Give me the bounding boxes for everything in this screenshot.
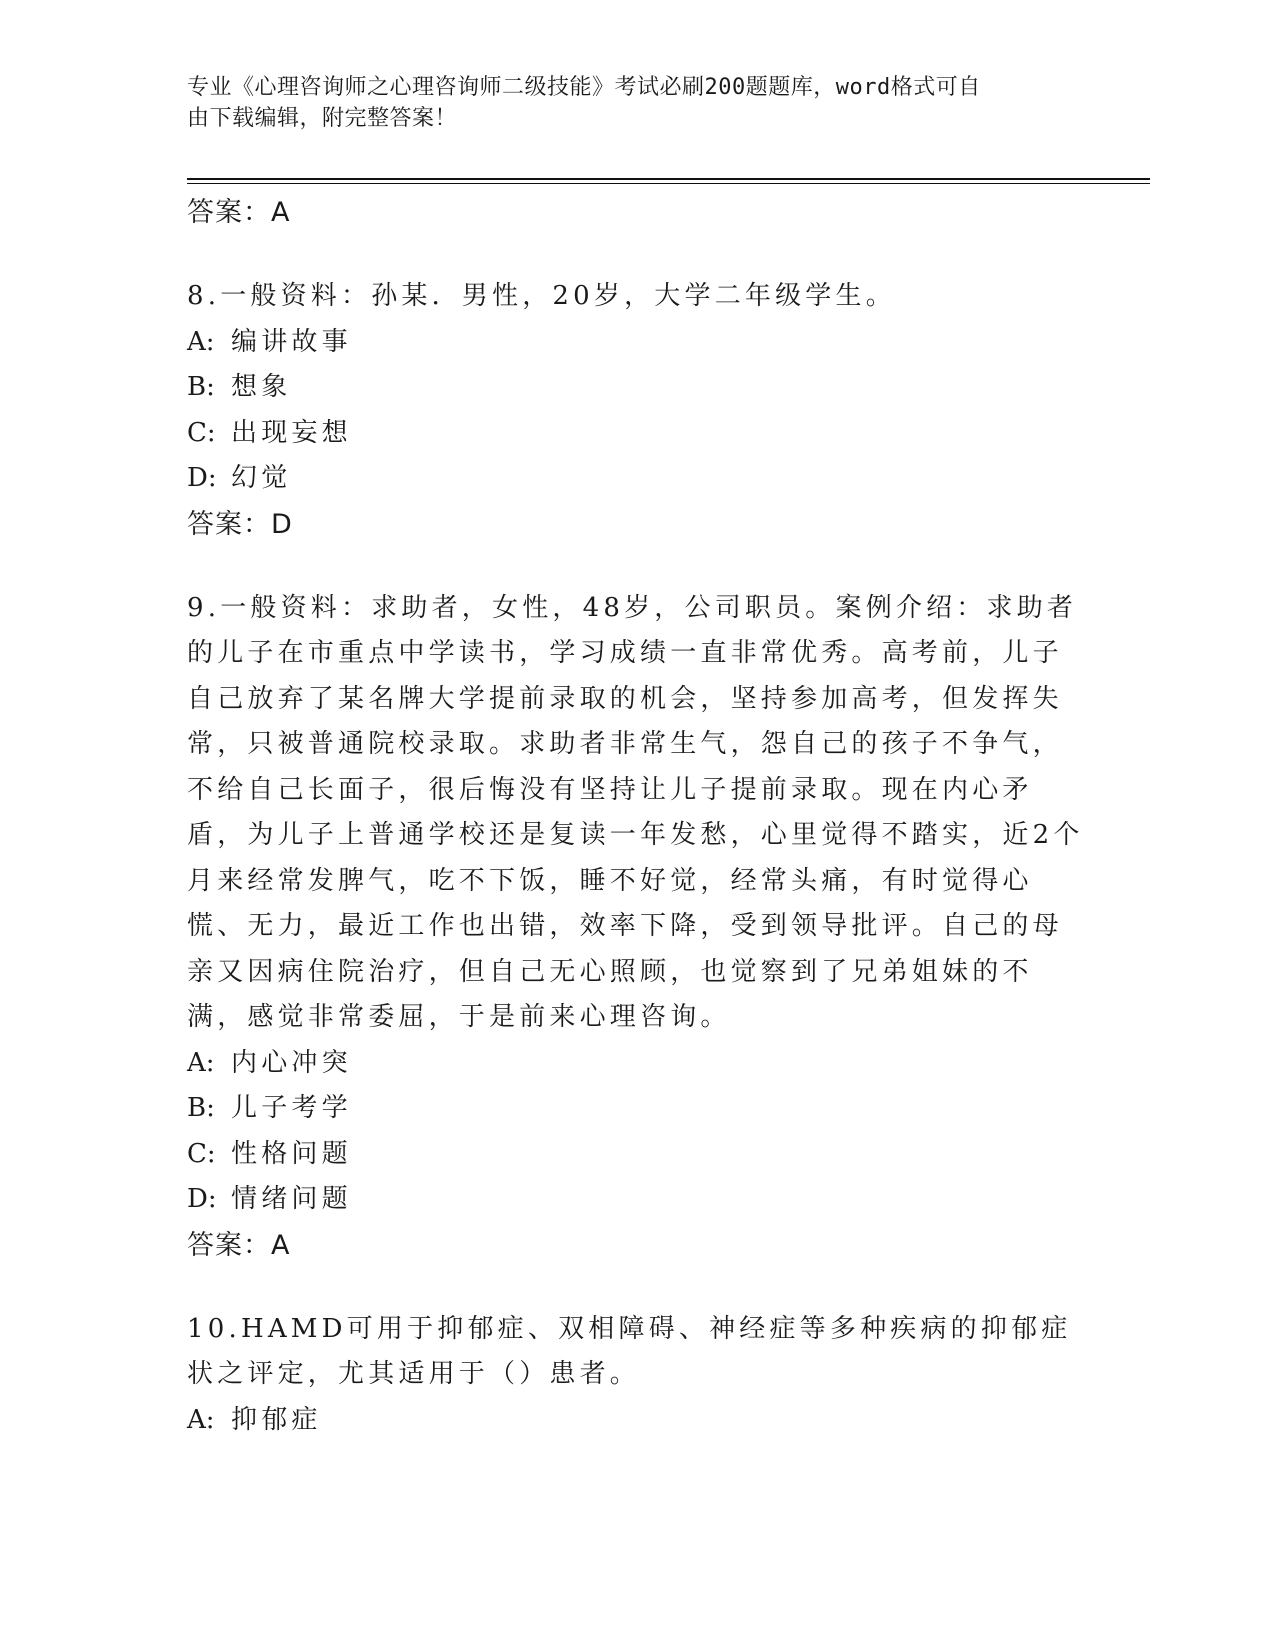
answer: 答案：D bbox=[187, 508, 293, 540]
option-a: A: 抑郁症 bbox=[187, 1404, 322, 1435]
option-b: B: 想象 bbox=[187, 372, 292, 402]
option-b: B: 儿子考学 bbox=[187, 1093, 352, 1123]
header-line-1: 专业《心理咨询师之心理咨询师二级技能》考试必刷200题题库，word格式可自 bbox=[187, 75, 981, 100]
question-list bbox=[187, 190, 1087, 1443]
option-c: C: 性格问题 bbox=[187, 1138, 352, 1169]
document-header bbox=[187, 72, 1067, 134]
question-stem: 9.一般资料：求助者，女性，48岁，公司职员。案例介绍：求助者的儿子在市重点中学读书，学习成绩一直非常优秀。高考前，儿子自己放弃了某名牌大学提前录取的机会，坚持参加高考，但发挥失常，只被普通院校录取。求助者非常生气，怨自己的孩子不争气，不给自己长面子，很后悔没有坚持让儿子提前录取。现在内心矛盾，为儿子上普通学校还是复读一年发愁，心里觉得不踏实，近2个月来经常发脾气，吃不下饭，睡不好觉，经常头痛，有时觉得心慌、无力，最近工作也出错，效率下降，受到领导批评。自己的母亲又因病住院治疗，但自己无心照顾，也觉察到了兄弟姐妹的不满，感觉非常委屈，于是前来心理咨询。 bbox=[187, 592, 1084, 1032]
question-8 bbox=[187, 274, 1087, 548]
header-divider-thin bbox=[187, 183, 1150, 184]
question-9 bbox=[187, 586, 1087, 1269]
option-a: A: 内心冲突 bbox=[187, 1047, 352, 1078]
header-divider-thick bbox=[187, 178, 1150, 180]
option-d: D: 情绪问题 bbox=[187, 1184, 352, 1214]
option-d: D: 幻觉 bbox=[187, 463, 292, 493]
answer-previous: 答案：A bbox=[187, 197, 291, 228]
header-line-2: 由下载编辑，附完整答案！ bbox=[187, 106, 458, 131]
question-10 bbox=[187, 1307, 1087, 1444]
option-a: A: 编讲故事 bbox=[187, 326, 352, 357]
answer: 答案：A bbox=[187, 1229, 291, 1261]
option-c: C: 出现妄想 bbox=[187, 417, 352, 448]
question-stem: 8.一般资料：孙某．男性，20岁，大学二年级学生。 bbox=[187, 281, 896, 311]
question-stem: 10.HAMD可用于抑郁症、双相障碍、神经症等多种疾病的抑郁症状之评定，尤其适用于（）患者。 bbox=[187, 1313, 1072, 1389]
